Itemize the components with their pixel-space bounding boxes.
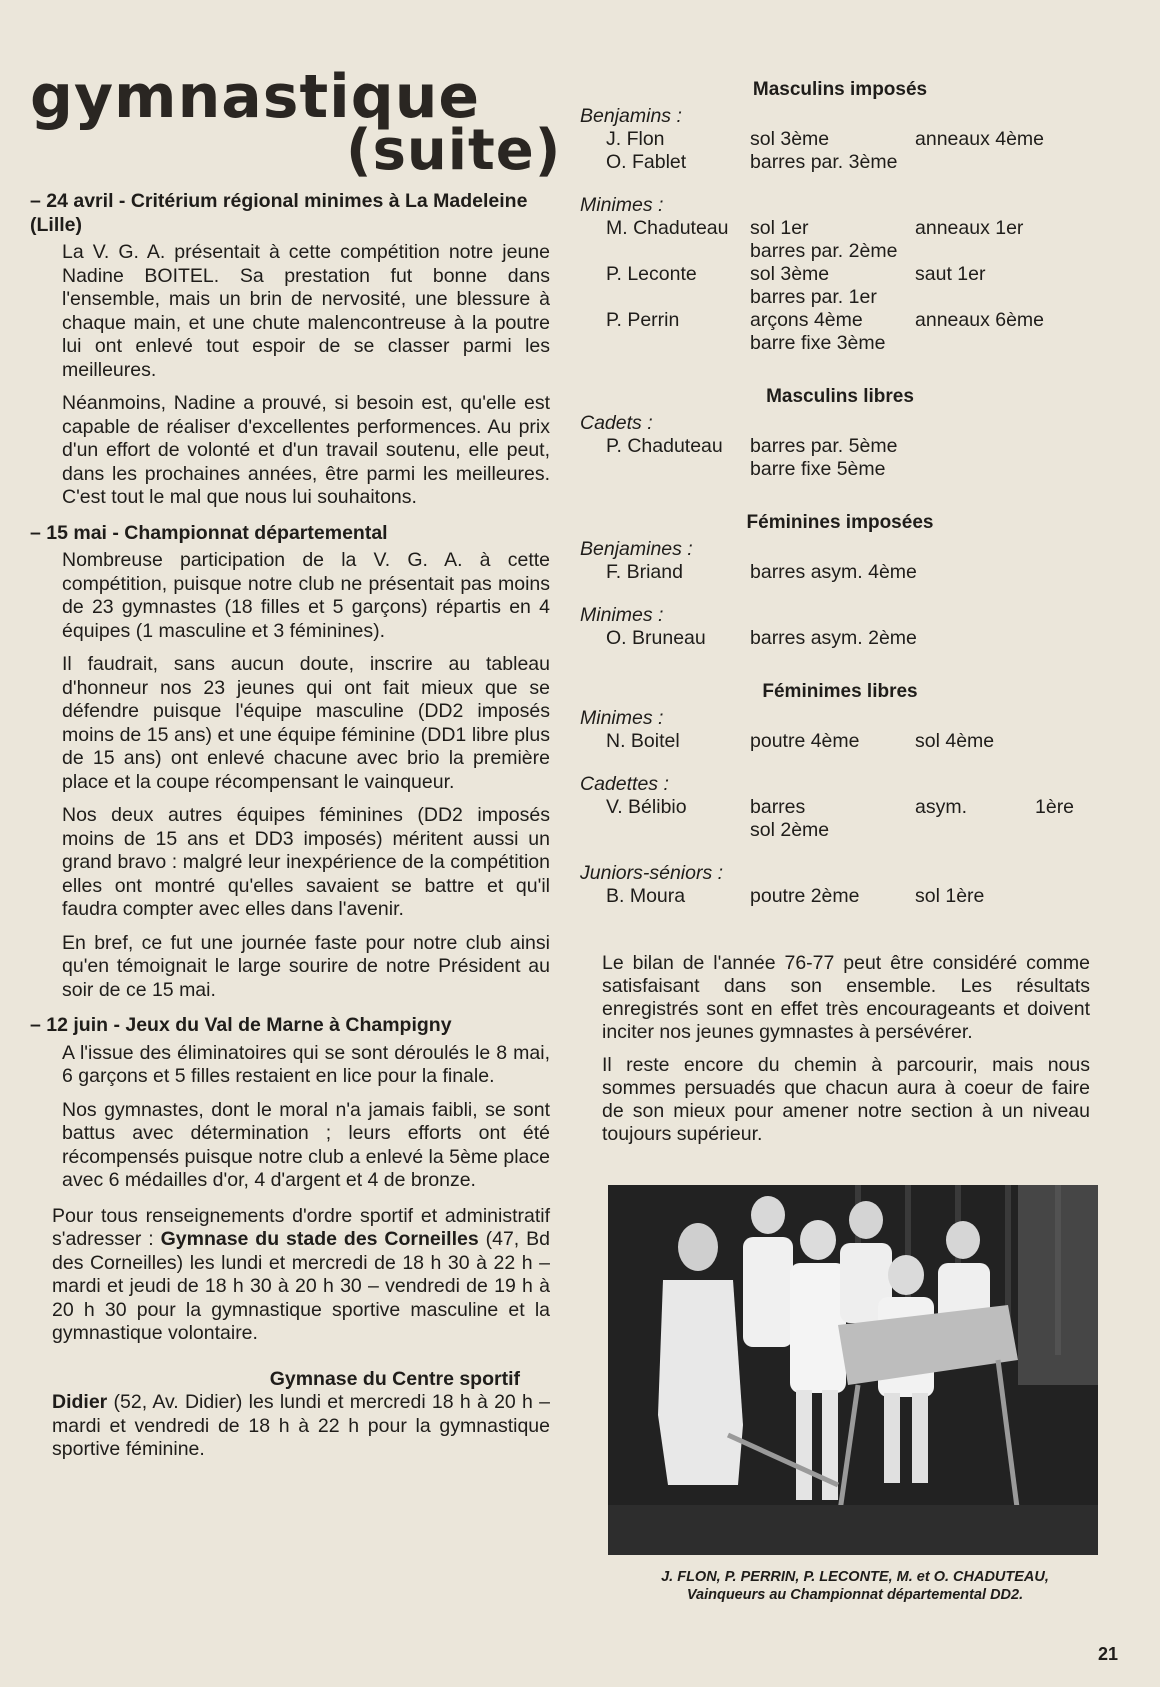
photo-caption bbox=[600, 1568, 1110, 1604]
category: Benjamines : bbox=[580, 538, 693, 560]
result: sol 2ème bbox=[750, 819, 830, 841]
gymnast: P. Perrin bbox=[606, 309, 680, 331]
result: barres par. 2ème bbox=[750, 240, 898, 262]
paragraph: En bref, ce fut une journée faste pour notre club ainsi qu'en témoignait le large sourire de notre Président au soir de ce 15 mai. bbox=[62, 931, 550, 1001]
gym-name: Gymnase du Centre sportif bbox=[269, 1367, 520, 1390]
left-column bbox=[30, 190, 550, 1462]
results-heading: Masculins libres bbox=[766, 386, 914, 407]
paragraph: Néanmoins, Nadine a prouvé, si besoin est, qu'elle est capable de réaliser d'excellentes performences. Au prix d'un effort de volonté et d'un travail soutenu, elle peut, dans les prochaines années, être parmi les meilleures. C'est tout le mal que nous lui souhaitons. bbox=[62, 392, 550, 508]
result: poutre 2ème bbox=[750, 885, 860, 907]
result-row bbox=[580, 561, 1100, 584]
gymnast: P. Leconte bbox=[606, 263, 697, 285]
result: barres par. 5ème bbox=[750, 435, 898, 457]
gym-name: Gymnase du stade des Corneilles bbox=[160, 1228, 479, 1250]
section-heading: – 15 mai - Championnat départemental bbox=[30, 521, 388, 544]
result-row bbox=[580, 240, 1100, 263]
result: sol 4ème bbox=[915, 730, 995, 752]
category: Cadettes : bbox=[580, 773, 669, 795]
gymnast: B. Moura bbox=[606, 885, 686, 907]
results-heading: Féminines imposées bbox=[746, 512, 934, 533]
paragraph: La V. G. A. présentait à cette compétition notre jeune Nadine BOITEL. Sa prestation fut bonne dans l'ensemble, mais un brin de nervosité, une blessure à chaque main, et une chute malencontreuse à la poutre lui ont enlevé tout espoir de se classer parmi les meilleures. bbox=[62, 241, 550, 381]
result: barres par. 3ème bbox=[750, 151, 898, 173]
result-row bbox=[580, 730, 1100, 753]
result-row bbox=[580, 151, 1100, 174]
result: sol 1er bbox=[750, 217, 809, 239]
result-row bbox=[580, 627, 1100, 650]
result: barre fixe 3ème bbox=[750, 332, 886, 354]
result: saut 1er bbox=[915, 263, 986, 285]
result: anneaux 6ème bbox=[915, 309, 1045, 331]
result-row bbox=[580, 885, 1100, 908]
gymnast: P. Chaduteau bbox=[606, 435, 723, 457]
gym-name-2: Didier bbox=[52, 1391, 108, 1413]
paragraph: Le bilan de l'année 76-77 peut être considéré comme satisfaisant dans son ensemble. Les résultats enregistrés sont en effet très encourageants et doivent inciter nos jeunes gymnastes à persévérer. bbox=[602, 952, 1090, 1043]
gymnast: V. Bélibio bbox=[606, 796, 687, 818]
result: 1ère bbox=[1035, 796, 1075, 818]
category: Minimes : bbox=[580, 194, 664, 216]
team-photo-drawing bbox=[608, 1185, 1098, 1555]
paragraph: Nos deux autres équipes féminines (DD2 imposés moins de 15 ans et DD3 imposés) méritent aussi un grand bravo : malgré leur inexpérience de la compétition elles ont montré qu'elles savaient se battre et qu'il faudra compter avec elles dans l'avenir. bbox=[62, 804, 550, 920]
gymnast: F. Briand bbox=[606, 561, 683, 583]
result: barres asym. 2ème bbox=[750, 627, 917, 649]
section-heading: – 24 avril - Critérium régional minimes à La Madeleine (Lille) bbox=[30, 190, 528, 236]
result-row bbox=[580, 435, 1100, 458]
title-line-2: (suite) bbox=[346, 118, 562, 183]
title-line-1: gymnastique bbox=[30, 62, 481, 132]
result: sol 3ème bbox=[750, 128, 830, 150]
result: sol 3ème bbox=[750, 263, 830, 285]
result: barres par. 1er bbox=[750, 286, 877, 308]
section-24-avril bbox=[30, 190, 550, 510]
result-row bbox=[580, 128, 1100, 151]
paragraph: Il reste encore du chemin à parcourir, mais nous sommes persuadés que chacun aura à coeur de faire de son mieux pour amener notre section à un niveau toujours supérieur. bbox=[602, 1054, 1090, 1145]
team-photo bbox=[608, 1185, 1098, 1555]
results-column bbox=[580, 78, 1100, 908]
result: barres asym. 4ème bbox=[750, 561, 917, 583]
page-number: 21 bbox=[1097, 1644, 1118, 1664]
result: arçons 4ème bbox=[750, 309, 863, 331]
result-row bbox=[580, 819, 1100, 842]
category: Juniors-séniors : bbox=[580, 862, 724, 884]
info-text: Pour tous renseignements d'ordre sportif et administratif s'adresser : bbox=[52, 1204, 550, 1250]
section-12-juin bbox=[30, 1014, 550, 1193]
result: poutre 4ème bbox=[750, 730, 860, 752]
gymnast: O. Bruneau bbox=[606, 627, 706, 649]
results-heading: Masculins imposés bbox=[752, 79, 928, 100]
paragraph: Nombreuse participation de la V. G. A. à cette compétition, puisque notre club ne présentait pas moins de 23 gymnastes (18 filles et 5 garçons) répartis en 4 équipes (1 masculine et 3 féminines). bbox=[62, 549, 550, 642]
result: anneaux 1er bbox=[915, 217, 1024, 239]
result-row bbox=[580, 796, 1100, 819]
section-heading: – 12 juin - Jeux du Val de Marne à Champigny bbox=[30, 1014, 452, 1036]
results-heading: Féminimes libres bbox=[762, 681, 918, 702]
result-row bbox=[580, 263, 1100, 286]
result: asym. bbox=[915, 796, 968, 818]
category: Minimes : bbox=[580, 604, 664, 626]
paragraph: Il faudrait, sans aucun doute, inscrire au tableau d'honneur nos 23 jeunes qui ont fait mieux que se défendre puisque l'équipe masculine (DD2 imposés moins de 15 ans) et une équipe féminine (DD1 libre plus de 15 ans) ont enlevé chacune avec brio la première place et la coupe récompensant le vainqueur. bbox=[62, 653, 550, 793]
season-summary bbox=[602, 952, 1090, 1156]
category: Cadets : bbox=[580, 412, 653, 434]
gymnast: M. Chaduteau bbox=[606, 217, 729, 239]
result-row bbox=[580, 458, 1100, 481]
info-text: (52, Av. Didier) les lundi et mercredi 18 h à 20 h – mardi et vendredi de 18 h à 22 h pour la gymnastique sportive féminine. bbox=[52, 1391, 550, 1460]
result: barres bbox=[750, 796, 806, 818]
info-text: (47, Bd des Corneilles) les lundi et mercredi de 18 h 30 à 22 h – mardi et jeudi de 18 h 30 à 20 h 30 – vendredi de 19 h à 20 h 30 pour la gymnastique sportive masculine et la gymnastique volontaire. bbox=[52, 1228, 550, 1344]
info-corneilles bbox=[52, 1205, 550, 1346]
result-row bbox=[580, 217, 1100, 240]
gymnast: O. Fablet bbox=[606, 151, 687, 173]
caption-line-1: J. FLON, P. PERRIN, P. LECONTE, M. et O. CHADUTEAU, bbox=[661, 1569, 1049, 1585]
paragraph: A l'issue des éliminatoires qui se sont déroulés le 8 mai, 6 garçons et 5 filles restaient en lice pour la finale. bbox=[62, 1041, 550, 1087]
paragraph: Nos gymnastes, dont le moral n'a jamais faibli, se sont battus avec détermination ; leurs efforts ont été récompensés puisque notre club a enlevé la 5ème place avec 6 médailles d'or, 4 d'argent et 4 de bronze. bbox=[62, 1098, 550, 1191]
result-row bbox=[580, 309, 1100, 332]
gymnast: N. Boitel bbox=[606, 730, 680, 752]
result: anneaux 4ème bbox=[915, 128, 1045, 150]
result: sol 1ère bbox=[915, 885, 985, 907]
result: barre fixe 5ème bbox=[750, 458, 886, 480]
section-15-mai bbox=[30, 522, 550, 1003]
info-didier bbox=[52, 1368, 550, 1462]
gymnast: J. Flon bbox=[606, 128, 665, 150]
result-row bbox=[580, 332, 1100, 355]
category: Benjamins : bbox=[580, 105, 682, 127]
category: Minimes : bbox=[580, 707, 664, 729]
result-row bbox=[580, 286, 1100, 309]
caption-line-2: Vainqueurs au Championnat départemental DD2. bbox=[686, 1587, 1024, 1603]
